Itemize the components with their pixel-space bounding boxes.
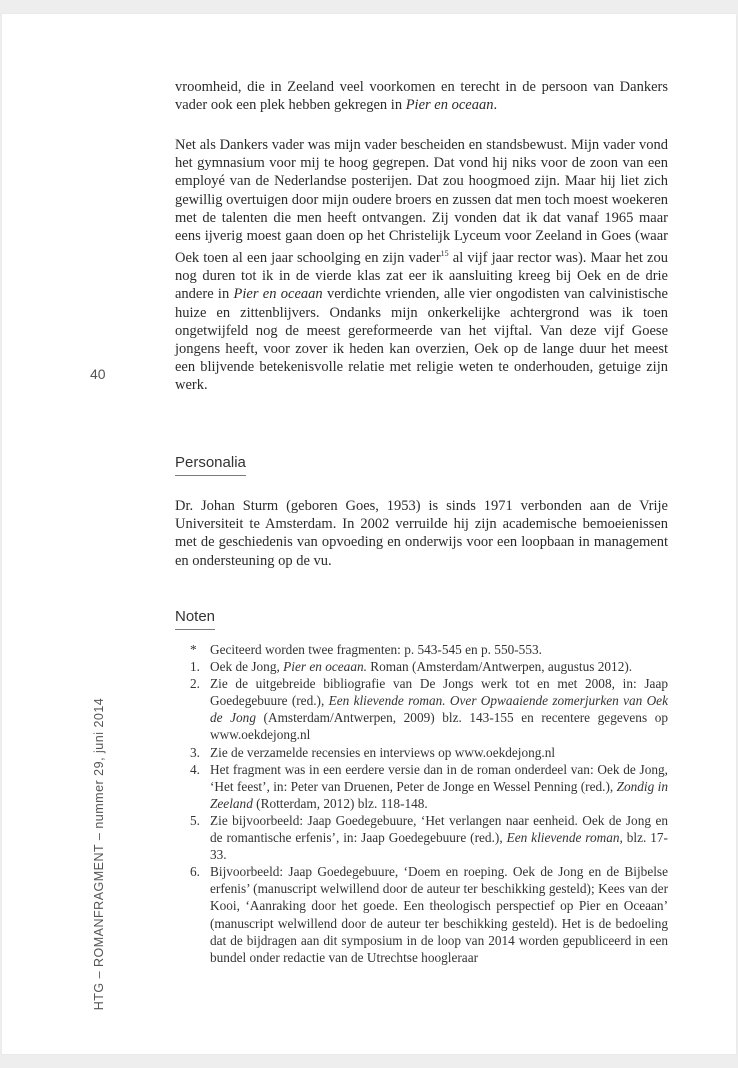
personalia-heading-label: Personalia [175,454,246,471]
note-item [190,641,668,658]
running-head: HTG – ROMANFRAGMENT – nummer 29, juni 2014 [92,697,106,1011]
intro-paragraph [175,78,668,114]
main-text-c: verdichte vrienden, alle vier ongodisten van calvinistische huize en zittenblijvers. Ondanks mijn onkerkelijke achtergrond was ik toen ongetwijfeld nog de meest gereformeerde van het vijftal. Van deze vijf Goese jongens heeft, voor zover ik heden kan overzien, Oek op de lange duur het meest een blijvende betekenisvolle relatie met religie weten te onderhouden, getuige zijn werk. [175,286,668,394]
main-paragraph [175,136,668,395]
main-text-b: al vijf jaar rector was). Maar het zou nog duren tot ik in de vierde klas zat eer ik aansluiting kreeg bij Oek en de drie andere in [175,250,668,303]
note-italic: Een klievende roman, [506,830,623,846]
page-number: 40 [90,366,106,382]
note-italic: Zondig in Zeeland [210,778,668,811]
main-text-a: Net als Dankers vader was mijn vader bescheiden en standsbewust. Mijn vader vond het gymnasium voor mij te hoog gegrepen. Dat vond hij niks voor de zoon van een employé van de Nederlandse posterijen. Dat zou hoogmoed zijn. Maar hij liet zich gewillig overtuigen door mijn oudere broers en zussen dat men toch moest woekeren met de talenten die men heeft ontvangen. Zij vonden dat ik dat vanaf 1965 maar eens ijverig moest gaan doen op het Christelijk Lyceum voor Zeeland in Goes (waar Oek toen al een jaar schoolging en zijn vader [175,137,668,267]
notes-heading-rule [175,629,215,630]
note-text: blz. 17-33. [210,830,668,863]
note-text: Roman (Amsterdam/Antwerpen, augustus 2012). [366,659,633,675]
note-text: Zie de verzamelde recensies en interviews op www.oekdejong.nl [210,744,556,760]
personalia-heading-rule [175,475,246,476]
note-marker: 3. [190,744,200,760]
note-text: (Rotterdam, 2012) blz. 118-148. [252,795,428,811]
note-item [190,744,668,761]
personalia-heading [175,454,246,471]
note-text: Geciteerd worden twee fragmenten: p. 543-545 en p. 550-553. [210,642,542,657]
note-marker: 5. [190,812,200,828]
intro-text-a: vroomheid, die in Zeeland veel voorkomen en terecht in de persoon van Dankers vader ook een plek hebben gekregen in [175,79,668,114]
note-text: (Amsterdam/Antwerpen, 2009) blz. 143-155 en recentere gegevens op www.oekdejong.nl [210,710,668,743]
note-italic: Pier en oceaan. [283,659,367,675]
note-item [190,675,668,743]
note-marker: 4. [190,761,200,777]
note-marker: 6. [190,864,200,880]
personalia-text: Dr. Johan Sturm (geboren Goes, 1953) is sinds 1971 verbonden aan de Vrije Universiteit te Amsterdam. In 2002 verruilde hij zijn academische bemoeienissen met de geschiedenis van opvoeding en onderwijs voor een loopbaan in management en ondersteuning op de vu. [175,498,668,569]
note-text: Het fragment was in een eerdere versie dan in de roman onderdeel van: Oek de Jong, ‘Het feest’, in: Peter van Druenen, Peter de Jonge en Wessel Penning (red.), [210,761,668,794]
note-item [190,812,668,863]
note-italic: Een klievende roman. Over Opwaaiende zomerjurken van Oek de Jong [210,693,668,726]
note-marker: * [190,642,197,657]
notes-heading [175,608,215,625]
note-marker: 1. [190,659,200,675]
journal-page [2,14,736,1054]
footnote-ref-15[interactable]: 15 [440,249,449,259]
note-item [190,761,668,812]
note-marker: 2. [190,676,200,692]
note-text: Zie bijvoorbeeld: Jaap Goedegebuure, ‘Het verlangen naar eenheid. Oek de Jong en de romantische erfenis’, in: Jaap Goedegebuure (red.), [210,812,668,846]
note-item [190,658,668,675]
personalia-paragraph [175,497,668,570]
note-text: Bijvoorbeeld: Jaap Goedegebuure, ‘Doem en roeping. Oek de Jong en de Bijbelse erfenis’ (manuscript welwillend door de auteur ter beschikking gesteld); Kees van der Kooi, ‘Aanraking door het goede. Een theologisch perspectief op Pier en Oceaan’ (manuscript welwillend door de auteur ter beschikking gesteld). Het is de bedoeling dat de bijdragen aan dit symposium in de loop van 2014 worden gepubliceerd in een bundel onder redactie van de Utrechtse hoogleraar [210,864,668,965]
main-book-title: Pier en oceaan [233,286,323,303]
notes-list [190,641,668,966]
notes-heading-label: Noten [175,608,216,625]
note-item [190,863,668,966]
intro-book-title: Pier en oceaan [405,97,494,114]
note-text: Zie de uitgebreide bibliografie van De Jongs werk tot en met 2008, in: Jaap Goedegebuure (red.), [210,676,668,709]
intro-text-b: . [493,97,498,114]
note-text: Oek de Jong, [210,659,284,675]
